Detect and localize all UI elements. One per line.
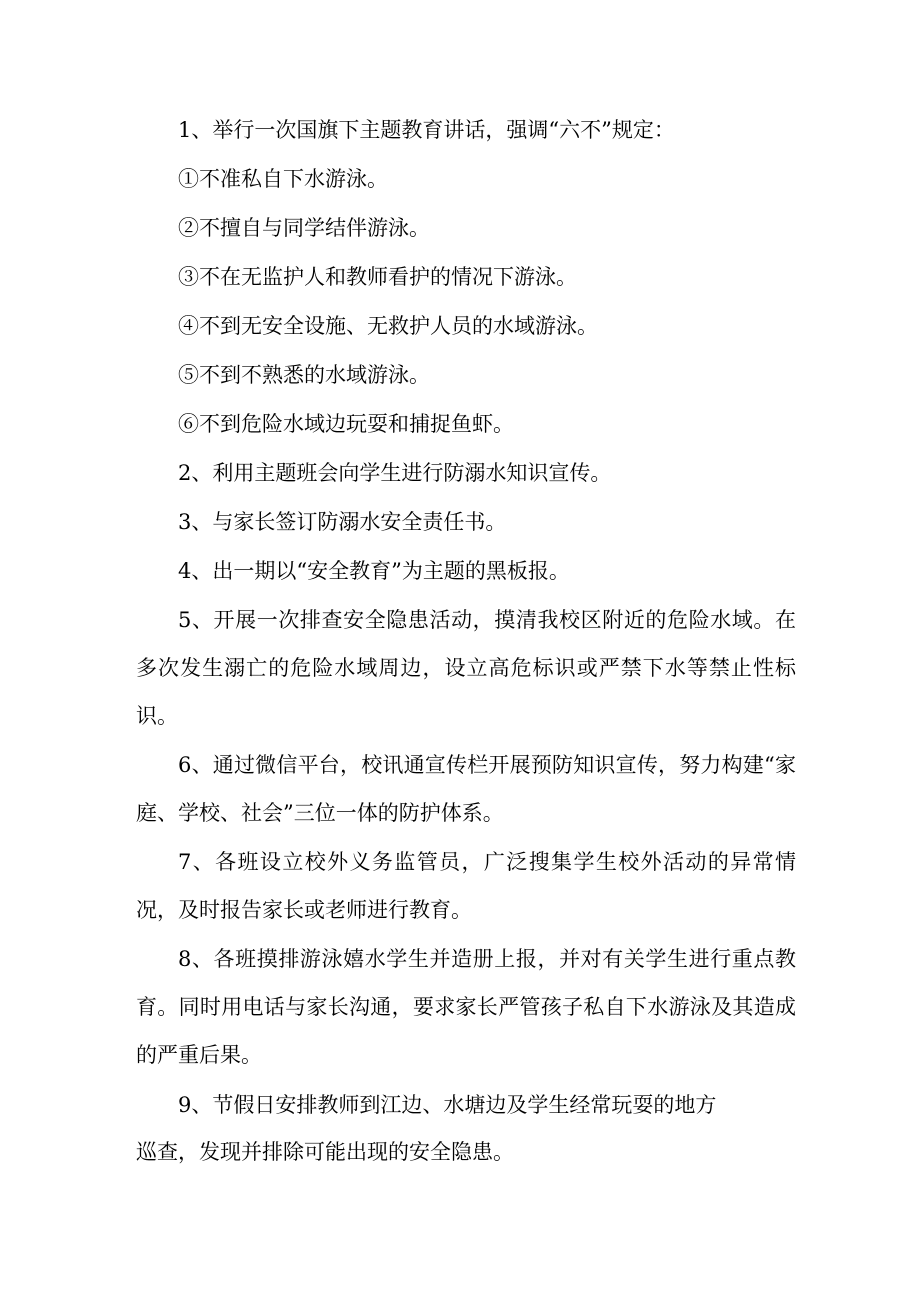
paragraph-7: 7、各班设立校外义务监管员，广泛搜集学生校外活动的异常情况，及时报告家长或老师进行教育。	[136, 850, 796, 922]
rule-4: ④不到无安全设施、无救护人员的水域游泳。	[178, 314, 598, 338]
paragraph-9: 9、节假日安排教师到江边、水塘边及学生经常玩耍的地方	[178, 1093, 717, 1117]
rule-6: ⑥不到危险水域边玩耍和捕捉鱼虾。	[178, 412, 514, 436]
paragraph-6: 6、通过微信平台，校讯通宣传栏开展预防知识宣传，努力构建“家庭、学校、社会”三位一体的防护体系。	[136, 753, 796, 825]
paragraph-9-continued: 巡查，发现并排除可能出现的安全隐患。	[136, 1140, 514, 1164]
paragraph-3: 3、与家长签订防溺水安全责任书。	[178, 510, 507, 534]
paragraph-8: 8、各班摸排游泳嬉水学生并造册上报，并对有关学生进行重点教育。同时用电话与家长沟通，要求家长严管孩子私自下水游泳及其造成的严重后果。	[136, 947, 796, 1067]
paragraph-1: 1、举行一次国旗下主题教育讲话，强调“六不”规定：	[178, 118, 675, 142]
paragraph-5: 5、开展一次排查安全隐患活动，摸清我校区附近的危险水域。在多次发生溺亡的危险水域周边，设立高危标识或严禁下水等禁止性标识。	[136, 608, 796, 728]
paragraph-4: 4、出一期以“安全教育”为主题的黑板报。	[178, 559, 570, 583]
paragraph-2: 2、利用主题班会向学生进行防溺水知识宣传。	[178, 461, 612, 485]
rule-1: ①不准私自下水游泳。	[178, 167, 388, 191]
rule-2: ②不擅自与同学结伴游泳。	[178, 216, 430, 240]
rule-5: ⑤不到不熟悉的水域游泳。	[178, 363, 430, 387]
rule-3: ③不在无监护人和教师看护的情况下游泳。	[178, 265, 577, 289]
